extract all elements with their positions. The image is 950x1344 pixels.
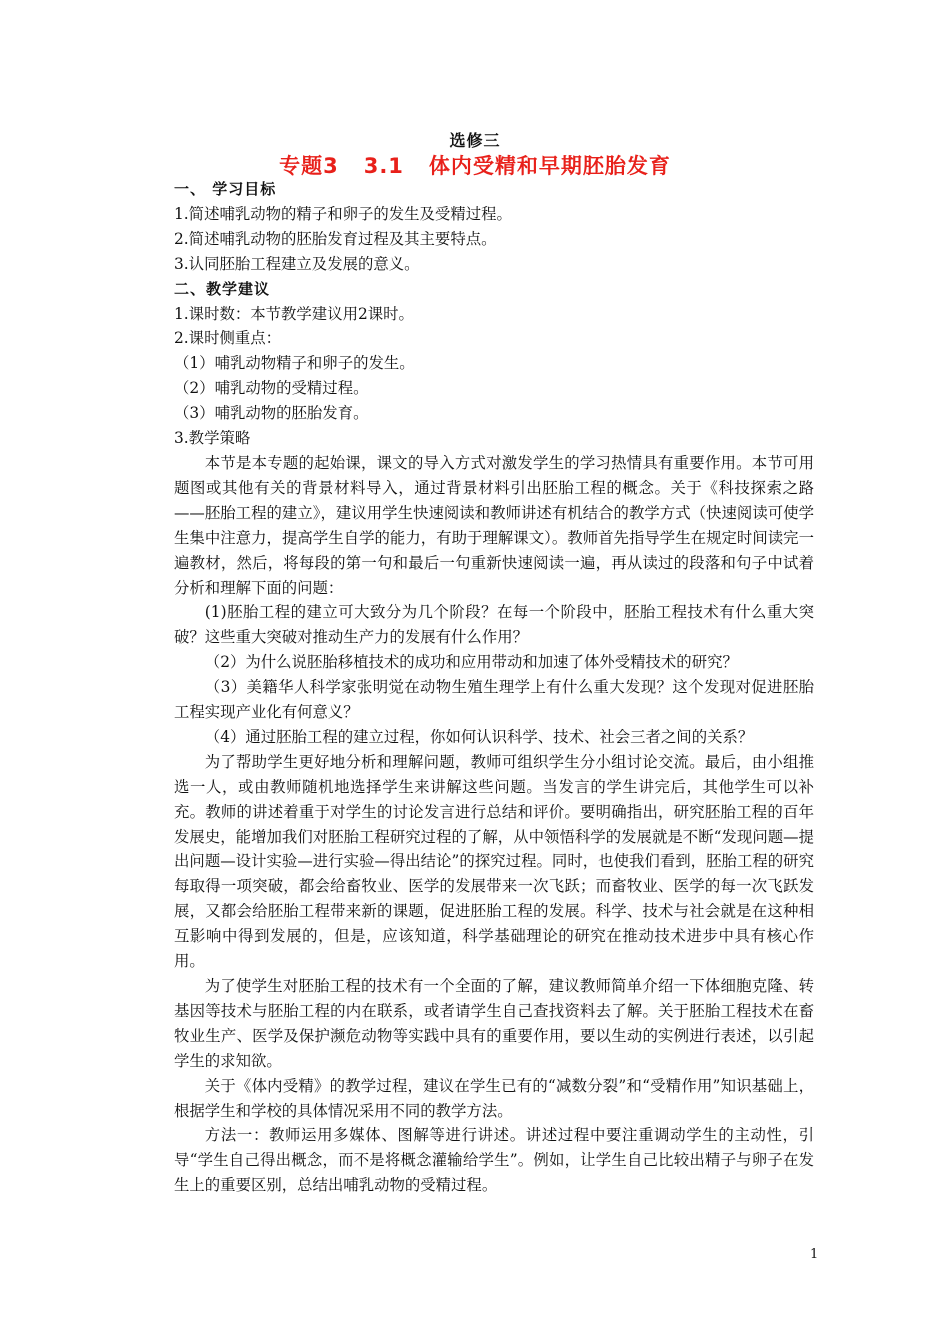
body-paragraph: 方法一：教师运用多媒体、图解等进行讲述。讲述过程中要注重调动学生的主动性，引导“学生自己得出概念，而不是将概念灌输给学生”。例如，让学生自己比较出精子与卵子在发生上的重要区别，总结出哺乳动物的受精过程。 <box>174 1126 814 1195</box>
section-heading-goals: 一、 学习目标 <box>174 180 277 198</box>
question-paragraph: （2）为什么说胚胎移植技术的成功和应用带动和加速了体外受精技术的研究？ <box>204 653 738 672</box>
body-paragraph: 为了帮助学生更好地分析和理解问题，教师可组织学生分小组讨论交流。最后，由小组推选一人，或由教师随机地选择学生来讲解这些问题。当发言的学生讲完后，其他学生可以补充。教师的讲述着重于对学生的讨论发言进行总结和评价。要明确指出，研究胚胎工程的百年发展史，能增加我们对胚胎工程研究过程的了解，从中领悟科学的发展就是不断“发现问题—提出问题—设计实验—进行实验—得出结论”的探究过程。同时，也使我们看到，胚胎工程的研究每取得一项突破，都会给畜牧业、医学的发展带来一次飞跃；而畜牧业、医学的每一次飞跃发展，又都会给胚胎工程带来新的课题，促进胚胎工程的发展。科学、技术与社会就是在这种相互影响中得到发展的，但是，应该知道，科学基础理论的研究在推动技术进步中具有核心作用。 <box>174 752 814 971</box>
advice-item: （2）哺乳动物的受精过程。 <box>174 379 369 398</box>
question-paragraph: (1)胚胎工程的建立可大致分为几个阶段？在每一个阶段中，胚胎工程技术有什么重大突破？这些重大突破对推动生产力的发展有什么作用？ <box>174 603 814 647</box>
advice-item: （1）哺乳动物精子和卵子的发生。 <box>174 354 415 373</box>
advice-item: （3）哺乳动物的胚胎发育。 <box>174 404 369 423</box>
goal-item: 3.认同胚胎工程建立及发展的意义。 <box>174 254 420 273</box>
advice-item: 2.课时侧重点： <box>174 329 282 348</box>
course-label: 选修三 <box>449 131 501 150</box>
body-paragraph: 为了使学生对胚胎工程的技术有一个全面的了解，建议教师简单介绍一下体细胞克隆、转基因等技术与胚胎工程的内在联系，或者请学生自己查找资料去了解。关于胚胎工程技术在畜牧业生产、医学及保护濒危动物等实践中具有的重要作用，要以生动的实例进行表述，以引起学生的求知欲。 <box>174 977 814 1070</box>
document-title: 专题3 3.1 体内受精和早期胚胎发育 <box>279 154 671 178</box>
document-body <box>174 177 814 1198</box>
question-paragraph: （4）通过胚胎工程的建立过程，你如何认识科学、技术、社会三者之间的关系？ <box>204 727 754 746</box>
section-heading-advice: 二、教学建议 <box>174 279 271 298</box>
question-paragraph: （3）美籍华人科学家张明觉在动物生殖生理学上有什么重大发现？这个发现对促进胚胎工程实现产业化有何意义？ <box>174 678 814 722</box>
advice-item: 1.课时数：本节教学建议用2课时。 <box>174 304 414 323</box>
goal-item: 2.简述哺乳动物的胚胎发育过程及其主要特点。 <box>174 229 497 248</box>
body-paragraph: 本节是本专题的起始课，课文的导入方式对激发学生的学习热情具有重要作用。本节可用题图或其他有关的背景材料导入，通过背景材料引出胚胎工程的概念。关于《科技探索之路——胚胎工程的建立》，建议用学生快速阅读和教师讲述有机结合的教学方式（快速阅读可使学生集中注意力，提高学生自学的能力，有助于理解课文）。教师首先指导学生在规定时间读完一遍教材，然后，将每段的第一句和最后一句重新快速阅读一遍，再从读过的段落和句子中试着分析和理解下面的问题： <box>174 453 814 597</box>
goal-item: 1.简述哺乳动物的精子和卵子的发生及受精过程。 <box>174 204 512 223</box>
body-paragraph: 关于《体内受精》的教学过程，建议在学生已有的“减数分裂”和“受精作用”知识基础上，根据学生和学校的具体情况采用不同的教学方法。 <box>174 1076 814 1120</box>
advice-item: 3.教学策略 <box>174 429 251 448</box>
page-number: 1 <box>810 1247 819 1262</box>
